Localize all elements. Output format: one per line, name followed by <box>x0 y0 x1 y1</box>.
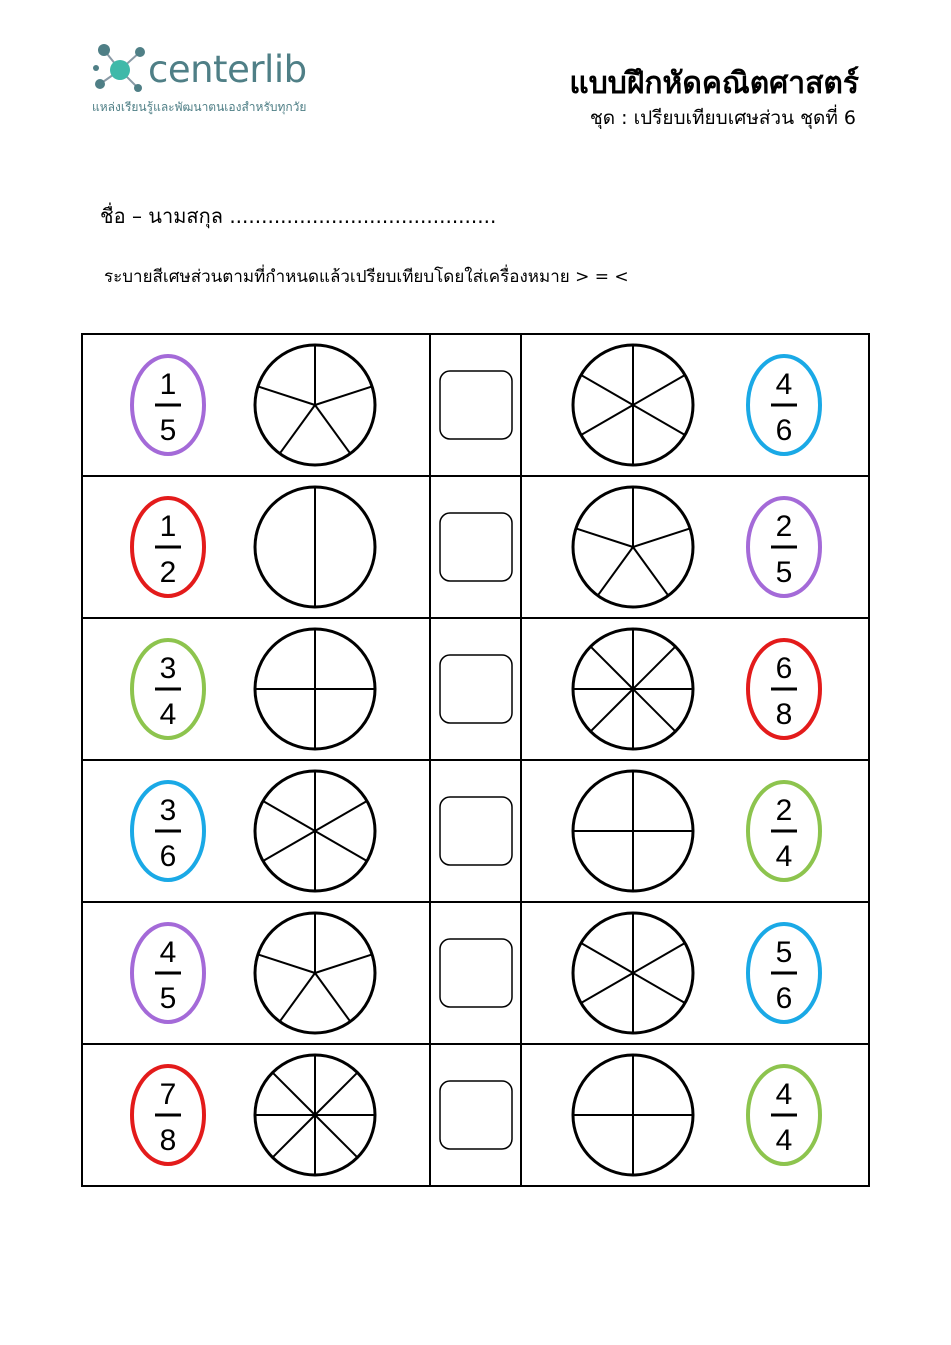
right-fraction-denominator: 8 <box>775 698 793 731</box>
left-fraction-numerator: 4 <box>159 936 177 969</box>
left-fraction-denominator: 4 <box>159 698 177 731</box>
left-fraction-denominator: 6 <box>159 840 177 873</box>
comparison-answer-box[interactable] <box>440 513 512 581</box>
right-fraction-denominator: 6 <box>775 982 793 1015</box>
right-fraction-numerator: 4 <box>775 1078 793 1111</box>
right-fraction-denominator: 4 <box>775 840 793 873</box>
comparison-answer-box[interactable] <box>440 655 512 723</box>
right-fraction-numerator: 5 <box>775 936 793 969</box>
left-fraction-denominator: 8 <box>159 1124 177 1157</box>
left-fraction-numerator: 3 <box>159 652 177 685</box>
worksheet-title: แบบฝึกหัดคณิตศาสตร์ <box>569 66 859 101</box>
comparison-answer-box[interactable] <box>440 371 512 439</box>
right-fraction-numerator: 4 <box>775 368 793 401</box>
logo-tagline: แหล่งเรียนรู้และพัฒนาตนเองสำหรับทุกวัย <box>92 100 307 114</box>
left-fraction-denominator: 5 <box>159 982 177 1015</box>
left-fraction-numerator: 7 <box>159 1078 177 1111</box>
right-fraction-numerator: 6 <box>775 652 793 685</box>
comparison-answer-box[interactable] <box>440 1081 512 1149</box>
right-fraction-numerator: 2 <box>775 794 793 827</box>
worksheet-subtitle: ชุด : เปรียบเทียบเศษส่วน ชุดที่ 6 <box>589 107 856 129</box>
left-fraction-denominator: 5 <box>159 414 177 447</box>
left-fraction-denominator: 2 <box>159 556 177 589</box>
left-fraction-numerator: 1 <box>159 368 177 401</box>
left-fraction-numerator: 1 <box>159 510 177 543</box>
right-fraction-numerator: 2 <box>775 510 793 543</box>
left-fraction-numerator: 3 <box>159 794 177 827</box>
comparison-answer-box[interactable] <box>440 797 512 865</box>
right-fraction-denominator: 4 <box>775 1124 793 1157</box>
right-fraction-denominator: 5 <box>775 556 793 589</box>
comparison-answer-box[interactable] <box>440 939 512 1007</box>
instruction-text: ระบายสีเศษส่วนตามที่กำหนดแล้วเปรียบเทียบโดยใส่เครื่องหมาย > = < <box>104 267 629 287</box>
student-name-field[interactable]: ชื่อ – นามสกุล .......................................... <box>100 204 497 228</box>
logo-wordmark: centerlib <box>148 48 307 91</box>
right-fraction-denominator: 6 <box>775 414 793 447</box>
